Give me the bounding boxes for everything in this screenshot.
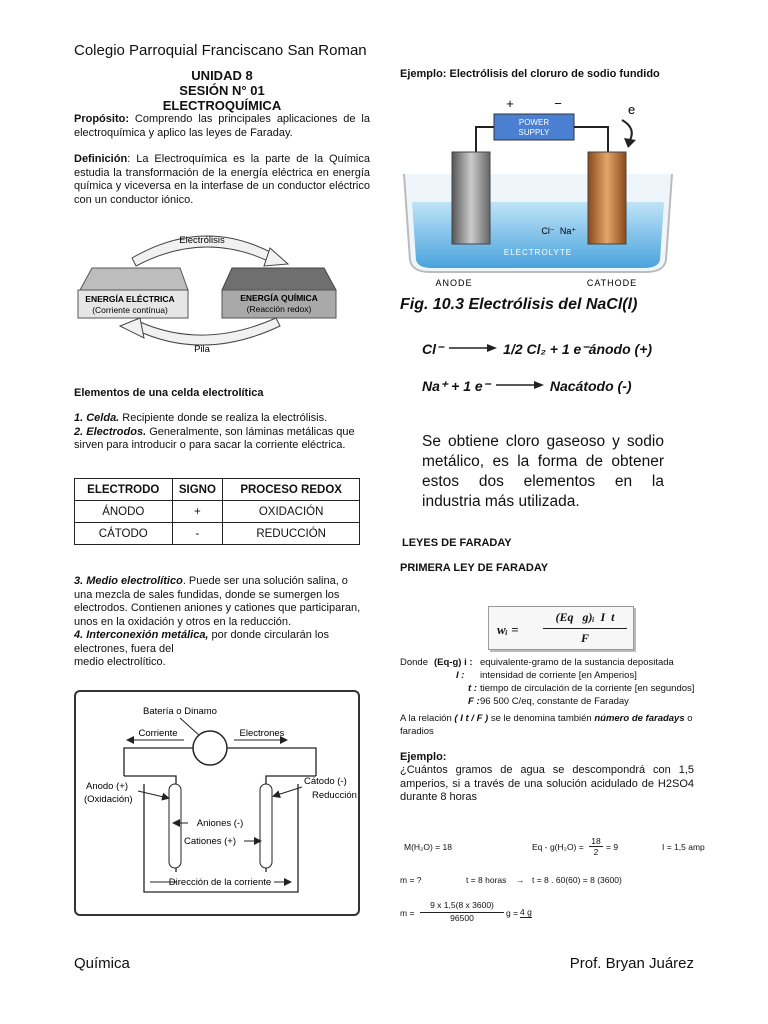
item-interconexion: 4. Interconexión metálica, por donde circularán los electrones, fuera del: [74, 629, 329, 655]
relacion-paragraph: A la relación ( I t / F ) se le denomina también número de faradays o faradios: [400, 713, 693, 737]
se-obtiene-paragraph: Se obtiene cloro gaseoso y sodio metálico, es la forma de obtener estos dos elementos en la industria más utilizada.: [422, 433, 664, 510]
donde-item: I : intensidad de corriente [en Amperios]: [456, 670, 637, 681]
table-header: SIGNO: [172, 479, 223, 501]
electrolysis-cell-figure: [400, 90, 678, 290]
topic-title: ELECTROQUÍMICA: [162, 98, 282, 113]
svg-text:e: e: [628, 102, 636, 117]
electrolisis-label: Electrólisis: [179, 235, 225, 246]
table-cell: CÁTODO: [75, 523, 173, 545]
direccion-label: Dirección de la corriente: [168, 877, 272, 888]
donde-item: F : 96 500 C/eq, constante de Faraday: [468, 696, 629, 707]
item-medio: 3. Medio electrolítico. Puede ser una solución salina, o una mezcla de sales fundidas, donde se sumergen los electrodos. Contienen aniones y cationes que participaran, unos en la oxidación y otros en la reducción.: [74, 575, 361, 628]
elementos-heading: Elementos de una celda electrolítica: [74, 387, 264, 399]
catodo-label: Cátodo (-): [304, 776, 347, 787]
corriente-continua-label: (Corriente contínua): [92, 305, 168, 315]
donde-item: Donde (Eq-g) i : equivalente-gramo de la sustancia depositada: [400, 657, 674, 668]
power-label: POWER: [518, 118, 550, 127]
svg-text:−: −: [554, 96, 562, 111]
fig-caption: Fig. 10.3 Electrólisis del NaCl(l): [400, 296, 638, 313]
table-cell: -: [172, 523, 223, 545]
elementos-list-1-2: [74, 412, 366, 453]
cl-ion: Cl⁻: [541, 226, 555, 236]
bateria-label: Batería o Dinamo: [143, 706, 217, 717]
energy-diagram: [74, 222, 344, 358]
table-cell: ÁNODO: [75, 501, 173, 523]
reaccion-redox-label: (Reacción redox): [246, 304, 312, 314]
electrones-label: Electrones: [239, 728, 285, 739]
cationes-label: Cationes (+): [183, 836, 237, 847]
reaction-1: Cl⁻ 1/2 Cl₂ + 1 e⁻ánodo (+): [422, 341, 653, 357]
unit-title: UNIDAD 8: [191, 68, 253, 83]
energia-quimica-label: ENERGÍA QUÍMICA: [240, 293, 318, 303]
proposito-paragraph: Propósito: Comprendo las principales aplicaciones de la electroquímica y aplico las leyes de Faraday.: [74, 113, 370, 139]
school-header: Colegio Parroquial Franciscano San Roman: [74, 42, 367, 59]
elementos-list-3-4: [74, 575, 366, 670]
calc-line-3: m = 9 x 1,5(8 x 3600) 96500 g = 4 g: [400, 900, 532, 923]
ejemplo2-text: ¿Cuántos gramos de agua se descompondrá con 1,5 amperios, si a través de una solución acidulado de H2SO4 durante 8 horas: [400, 764, 694, 803]
table-header-row: [75, 479, 360, 501]
primera-ley-heading: PRIMERA LEY DE FARADAY: [400, 562, 549, 574]
table-header: ELECTRODO: [75, 479, 173, 501]
item-celda: 1. Celda. Recipiente donde se realiza la electrólisis.: [74, 412, 328, 424]
table-row: [75, 523, 360, 545]
footer-teacher: Prof. Bryan Juárez: [569, 955, 694, 972]
corriente-label: Corriente: [138, 728, 178, 739]
donde-item: t : tiempo de circulación de la corriente [en segundos]: [468, 683, 695, 694]
definicion-paragraph: Definición: La Electroquímica es la parte de la Química estudia la transformación de la energía eléctrica en energía química y viceversa en la interfase de un conductor eléctrico con un conductor iónico.: [74, 153, 370, 206]
oxidacion-label: (Oxidación): [84, 794, 133, 805]
svg-text:+: +: [506, 96, 514, 111]
pila-label: Pila: [194, 344, 210, 355]
anode-label: ANODE: [435, 278, 473, 288]
item-electrodos: 2. Electrodos. Generalmente, son láminas metálicas que sirven para introducir o para sacar la corriente eléctrica.: [74, 425, 355, 451]
circuit-diagram-frame: [74, 690, 360, 916]
ejemplo2-label: Ejemplo:: [400, 751, 447, 763]
table-row: [75, 501, 360, 523]
table-cell: REDUCCIÓN: [223, 523, 360, 545]
ejemplo-title: Ejemplo: Electrólisis del cloruro de sodio fundido: [400, 68, 660, 80]
donde-block: [400, 656, 720, 708]
table-header: PROCESO REDOX: [223, 479, 360, 501]
reaction-2: Na⁺ + 1 e⁻ Nacátodo (-): [422, 378, 632, 394]
table-cell: +: [172, 501, 223, 523]
anodo-label: Anodo (+): [86, 781, 128, 792]
session-title: SESIÓN N° 01: [179, 83, 265, 98]
aniones-label: Aniones (-): [196, 818, 244, 829]
reduccion-label: Reducción: [312, 790, 357, 801]
faraday-formula: wᵢ = (Eq g)ᵢ I t F: [488, 606, 634, 650]
circuit-diagram: [76, 692, 358, 914]
electrolyte-label: ELECTROLYTE: [503, 248, 573, 257]
na-ion: Na⁺: [559, 226, 577, 236]
item-interconexion-cont: medio electrolítico.: [74, 656, 166, 668]
left-column: [74, 68, 370, 207]
battery-icon: [193, 731, 227, 765]
leyes-heading: LEYES DE FARADAY: [402, 537, 512, 549]
cathode-label: CATHODE: [586, 278, 638, 288]
footer-subject: Química: [74, 955, 130, 972]
energia-electrica-label: ENERGÍA ELÉCTRICA: [85, 294, 175, 304]
supply-label: SUPPLY: [518, 128, 550, 137]
electrode-table: [74, 478, 360, 545]
table-cell: OXIDACIÓN: [223, 501, 360, 523]
